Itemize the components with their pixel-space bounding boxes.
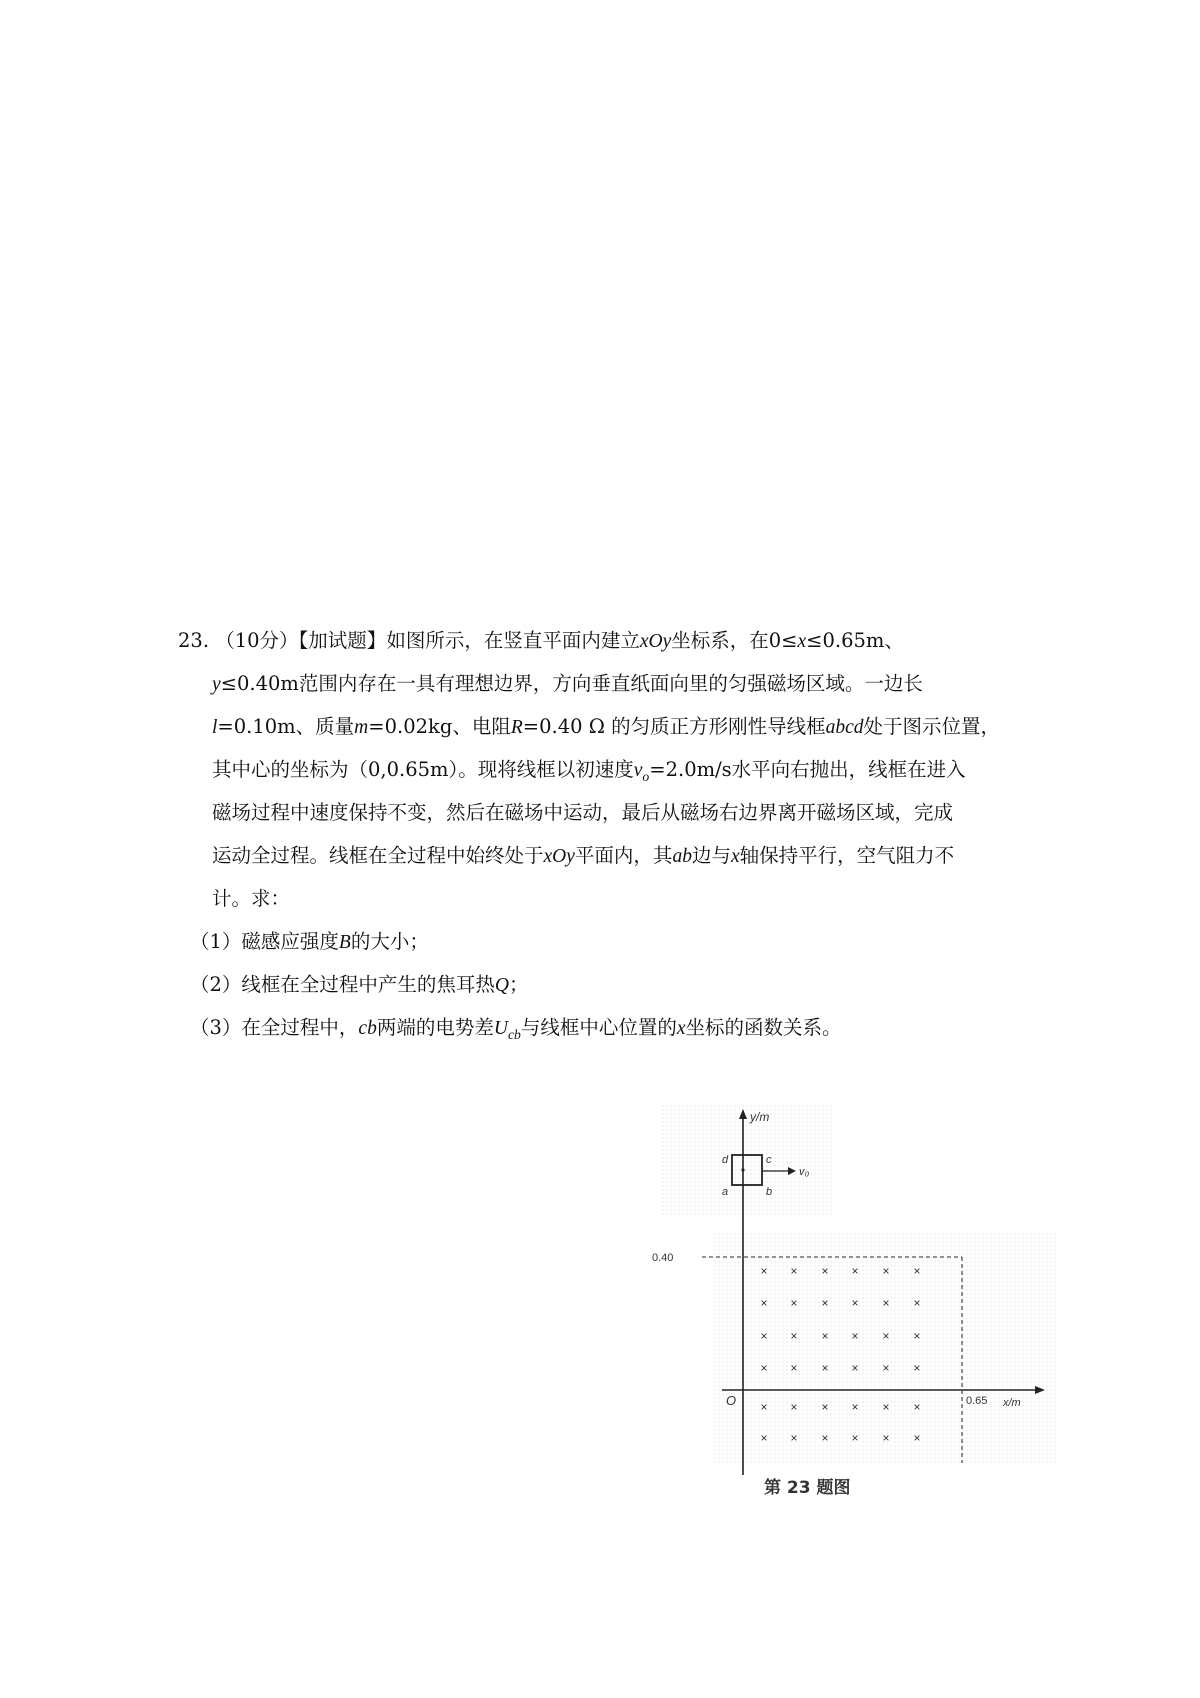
text: 如图所示，在竖直平面内建立 <box>386 629 640 652</box>
var-q: Q <box>494 975 510 996</box>
text: （1）磁感应强度 <box>190 930 339 953</box>
var-cb: cb <box>358 1018 377 1039</box>
text: 处于图示位置， <box>863 715 1000 738</box>
field-cross-icon: × <box>760 1400 768 1414</box>
text: ≤0.65m、 <box>806 629 904 652</box>
var-v: v <box>633 760 643 781</box>
text: =2.0m/s水平向右抛出，线框在进入 <box>649 758 966 781</box>
field-cross-icon: × <box>821 1296 829 1310</box>
problem-line-4 <box>212 754 966 785</box>
problem-line-2 <box>212 668 923 696</box>
field-cross-icon: × <box>760 1361 768 1375</box>
text: =0.10m、质量 <box>217 715 355 738</box>
field-cross-icon: × <box>851 1329 859 1343</box>
field-cross-icon: × <box>790 1431 798 1445</box>
figure-23 <box>652 1105 1057 1500</box>
problem-line-3 <box>212 711 1000 739</box>
var-abcd: abcd <box>825 717 864 738</box>
figure-caption: 第 23 题图 <box>764 1478 851 1498</box>
corner-c-label: c <box>766 1154 772 1166</box>
text: 边与 <box>691 844 731 867</box>
var-x: x <box>797 631 807 652</box>
field-cross-icon: × <box>913 1431 921 1445</box>
var-x: x <box>676 1018 686 1039</box>
problem-number: 23. <box>178 629 210 652</box>
field-cross-icon: × <box>851 1296 859 1310</box>
field-cross-icon: × <box>790 1296 798 1310</box>
var-m: m <box>354 717 369 738</box>
text: 轴保持平行，空气阻力不 <box>739 844 955 867</box>
text: ≤0.40m范围内存在一具有理想边界，方向垂直纸面向里的匀强磁场区域。一边长 <box>220 672 923 695</box>
field-cross-icon: × <box>821 1431 829 1445</box>
question-2 <box>190 969 529 997</box>
text: 平面内，其 <box>574 844 673 867</box>
field-cross-icon: × <box>760 1264 768 1278</box>
text: =0.02kg、电阻 <box>368 715 511 738</box>
field-cross-icon: × <box>882 1361 890 1375</box>
var-u: U <box>493 1018 508 1039</box>
field-cross-icon: × <box>821 1329 829 1343</box>
field-cross-icon: × <box>913 1329 921 1343</box>
field-cross-icon: × <box>851 1431 859 1445</box>
text: 磁场过程中速度保持不变，然后在磁场中运动，最后从磁场右边界离开磁场区域，完成 <box>212 801 954 824</box>
field-cross-icon: × <box>882 1400 890 1414</box>
loop-center <box>741 1168 744 1171</box>
field-cross-icon: × <box>913 1296 921 1310</box>
problem-line-1 <box>178 625 904 653</box>
var-xoy: xOy <box>639 631 672 652</box>
field-cross-icon: × <box>760 1329 768 1343</box>
field-cross-icon: × <box>760 1431 768 1445</box>
var-x: x <box>730 846 740 867</box>
text: ； <box>509 973 529 996</box>
field-cross-icon: × <box>882 1329 890 1343</box>
problem-score: （10分） <box>215 629 299 652</box>
corner-a-label: a <box>722 1186 729 1198</box>
field-cross-icon: × <box>913 1264 921 1278</box>
question-1 <box>190 926 429 954</box>
field-cross-icon: × <box>760 1296 768 1310</box>
var-b: B <box>338 932 351 953</box>
var-l: l <box>212 717 218 738</box>
field-cross-icon: × <box>851 1361 859 1375</box>
field-cross-icon: × <box>790 1400 798 1414</box>
field-cross-icon: × <box>790 1329 798 1343</box>
text: （2）线框在全过程中产生的焦耳热 <box>190 973 495 996</box>
problem-line-6 <box>212 840 954 868</box>
var-v-subscript: o <box>642 768 650 784</box>
field-cross-icon: × <box>913 1400 921 1414</box>
text: 与线框中心位置的 <box>520 1016 677 1039</box>
y-tick-label: 0.40 <box>652 1252 674 1264</box>
var-r: R <box>510 717 523 738</box>
problem-tag: 【加试题】 <box>298 629 387 652</box>
text: 其中心的坐标为（0,0.65m）。现将线框以初速度 <box>212 758 634 781</box>
field-cross-icon: × <box>882 1296 890 1310</box>
field-cross-icon: × <box>851 1264 859 1278</box>
x-tick-label: 0.65 <box>966 1395 988 1407</box>
y-axis-label: y/m <box>750 1110 770 1124</box>
var-xoy: xOy <box>543 846 575 867</box>
field-cross-icon: × <box>851 1400 859 1414</box>
x-axis-label: x/m <box>1003 1397 1021 1409</box>
field-cross-icon: × <box>882 1264 890 1278</box>
origin-label: O <box>726 1393 737 1408</box>
text: 的大小； <box>350 930 429 953</box>
text: （3）在全过程中， <box>190 1016 359 1039</box>
var-y: y <box>212 674 221 695</box>
field-cross-icon: × <box>821 1361 829 1375</box>
problem-line-7 <box>212 883 290 911</box>
text: 两端的电势差 <box>376 1016 494 1039</box>
text: =0.40 Ω 的匀质正方形刚性导线框 <box>522 715 826 738</box>
text: 坐标的函数关系。 <box>685 1016 842 1039</box>
text: 坐标系，在0≤ <box>671 629 798 652</box>
field-cross-icon: × <box>882 1431 890 1445</box>
field-cross-icon: × <box>821 1264 829 1278</box>
field-cross-icon: × <box>790 1264 798 1278</box>
corner-d-label: d <box>722 1154 729 1166</box>
text: 计。求： <box>212 887 291 910</box>
problem-line-5 <box>212 797 953 825</box>
field-cross-icon: × <box>790 1361 798 1375</box>
question-3 <box>190 1012 842 1043</box>
var-u-subscript: cb <box>507 1026 521 1042</box>
corner-b-label: b <box>766 1186 773 1198</box>
figure-background-top <box>662 1105 832 1215</box>
text: 运动全过程。线框在全过程中始终处于 <box>212 844 544 867</box>
field-cross-icon: × <box>821 1400 829 1414</box>
var-ab: ab <box>672 846 692 867</box>
field-cross-icon: × <box>913 1361 921 1375</box>
velocity-label: v₀ <box>799 1166 810 1178</box>
